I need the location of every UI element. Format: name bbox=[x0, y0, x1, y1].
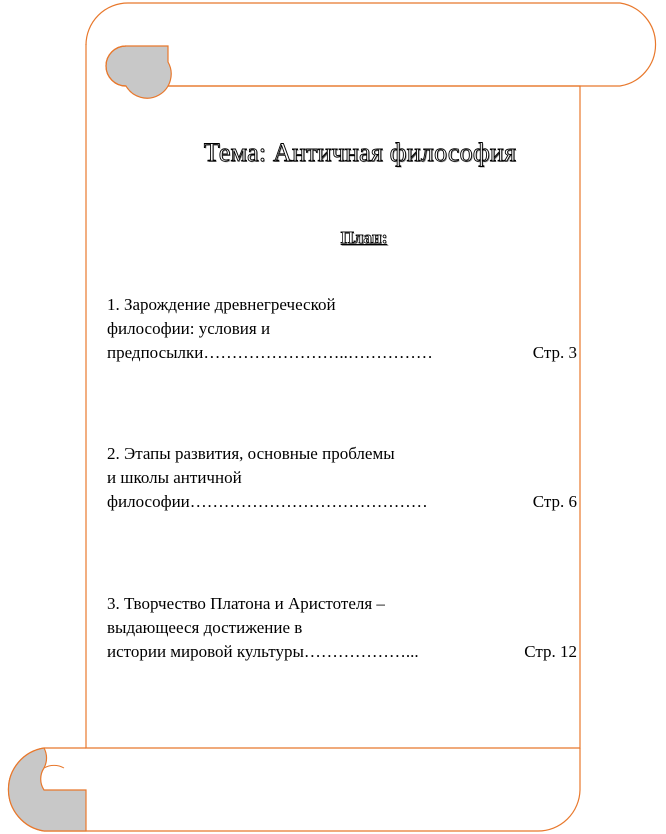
toc-item-3-last-line bbox=[107, 640, 577, 664]
toc-item-1-line-1: 1. Зарождение древнегреческой bbox=[107, 295, 336, 314]
bottom-curl-shade bbox=[8, 748, 86, 831]
toc-item-3-page: Стр. 12 bbox=[524, 642, 577, 661]
toc-item-2-dots: …………………………………… bbox=[189, 492, 428, 511]
toc-item-2-line-2: и школы античной bbox=[107, 468, 242, 487]
toc-item-3-line-2: выдающееся достижение в bbox=[107, 618, 303, 637]
toc-item-2-lead: философии bbox=[107, 492, 190, 511]
toc-item-3 bbox=[107, 592, 577, 664]
toc-item-1-page: Стр. 3 bbox=[532, 343, 577, 362]
toc-item-3-dots: ………………... bbox=[303, 642, 419, 661]
toc-item-1-line-2: философии: условия и bbox=[107, 319, 271, 338]
toc-item-2-page: Стр. 6 bbox=[532, 492, 577, 511]
top-curl-shade bbox=[106, 46, 171, 98]
toc-item-1-last-line bbox=[107, 341, 577, 365]
toc-item-3-line-1: 3. Творчество Платона и Аристотеля – bbox=[107, 594, 385, 613]
toc-item-2 bbox=[107, 442, 577, 514]
toc-item-2-line-1: 2. Этапы развития, основные проблемы bbox=[107, 444, 395, 463]
toc-item-1 bbox=[107, 293, 577, 365]
scroll-bottom-roll bbox=[8, 748, 580, 831]
toc-item-1-lead: предпосылки bbox=[107, 343, 204, 362]
toc-item-2-last-line bbox=[107, 490, 577, 514]
scroll-top-roll bbox=[126, 3, 656, 86]
toc-item-3-lead: истории мировой культуры bbox=[107, 642, 304, 661]
page-title: Тема: Античная философия bbox=[203, 138, 517, 167]
toc-item-1-dots: ……………………..…………… bbox=[203, 343, 433, 362]
plan-heading: План: bbox=[340, 228, 388, 247]
